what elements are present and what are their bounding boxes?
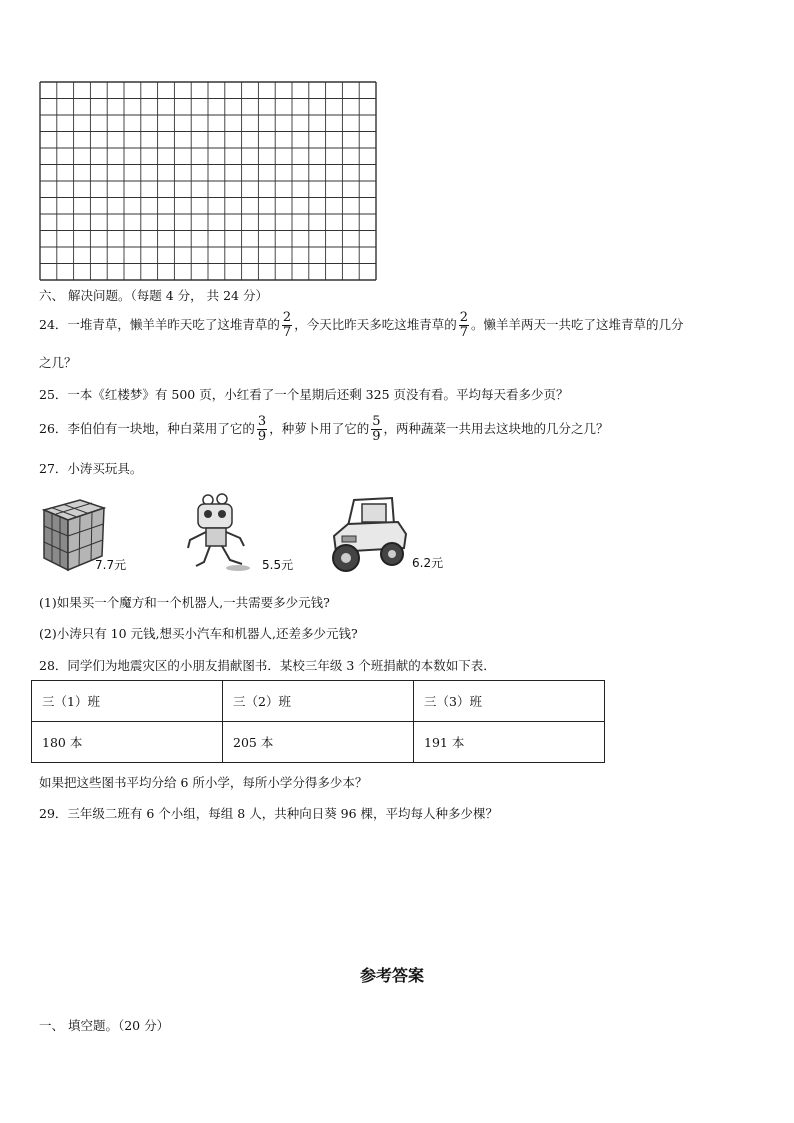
toy-car-image [328,490,410,576]
table-cell: 191 本 [414,722,605,763]
q24-frac2-denominator: 7 [459,325,468,340]
book-donation-table [31,680,605,763]
q26-frac1-denominator: 9 [257,429,267,444]
rubiks-cube-price: 7.7元 [95,558,127,572]
robot-image [182,492,260,574]
q26-text-1: 26．李伯伯有一块地，种白菜用了它的 [39,421,255,436]
q26-text-2: ，种萝卜用了它的 [269,421,370,436]
table-header-row [32,681,605,722]
table-header-cell: 三（1）班 [32,681,223,722]
table-cell: 180 本 [32,722,223,763]
question-25: 25．一本《红楼梦》有 500 页，小红看了一个星期后还剩 325 页没有看。平均每天看多少页？ [39,387,569,402]
question-28: 28．同学们为地震灾区的小朋友捐献图书．某校三年级 3 个班捐献的本数如下表． [39,658,496,673]
toy-car-price: 6.2元 [412,556,444,570]
q26-frac2-denominator: 9 [372,429,381,444]
question-26 [39,412,609,446]
q24-fraction-1 [282,311,292,340]
grid-paper [39,81,377,281]
q26-frac2-numerator: 5 [372,414,381,429]
q24-frac1-numerator: 2 [282,310,292,325]
q24-frac2-numerator: 2 [459,310,468,325]
table-cell: 205 本 [223,722,414,763]
section-six-heading: 六、 解决问题。（每题 4 分， 共 24 分） [39,288,268,303]
answers-title: 参考答案 [360,966,425,985]
q26-frac1-numerator: 3 [257,414,267,429]
q24-text-2: ，今天比昨天多吃这堆青草的 [294,317,457,332]
table-header-cell: 三（3）班 [414,681,605,722]
question-27: 27．小涛买玩具。 [39,461,143,476]
answers-section-one: 一、 填空题。（20 分） [39,1018,170,1033]
q24-frac1-denominator: 7 [282,325,292,340]
table-header-cell: 三（2）班 [223,681,414,722]
q24-fraction-2 [459,311,469,340]
question-24 [39,308,684,342]
question-27-sub-2: (2)小涛只有 10 元钱,想买小汽车和机器人,还差多少元钱? [39,626,358,641]
table-row [32,722,605,763]
question-27-sub-1: (1)如果买一个魔方和一个机器人,一共需要多少元钱? [39,595,330,610]
question-24-line-2: 之几？ [39,355,77,370]
q24-text-1: 24．一堆青草，懒羊羊昨天吃了这堆青草的 [39,317,280,332]
robot-price: 5.5元 [262,558,294,572]
q26-fraction-1 [257,415,267,444]
q26-text-3: ，两种蔬菜一共用去这块地的几分之几？ [383,421,609,436]
question-29: 29．三年级二班有 6 个小组，每组 8 人，共种向日葵 96 棵，平均每人种多少棵？ [39,806,499,821]
q26-fraction-2 [371,415,381,444]
question-28-ask: 如果把这些图书平均分给 6 所小学，每所小学分得多少本？ [39,775,368,790]
q24-text-3: 。懒羊羊两天一共吃了这堆青草的几分 [471,317,684,332]
